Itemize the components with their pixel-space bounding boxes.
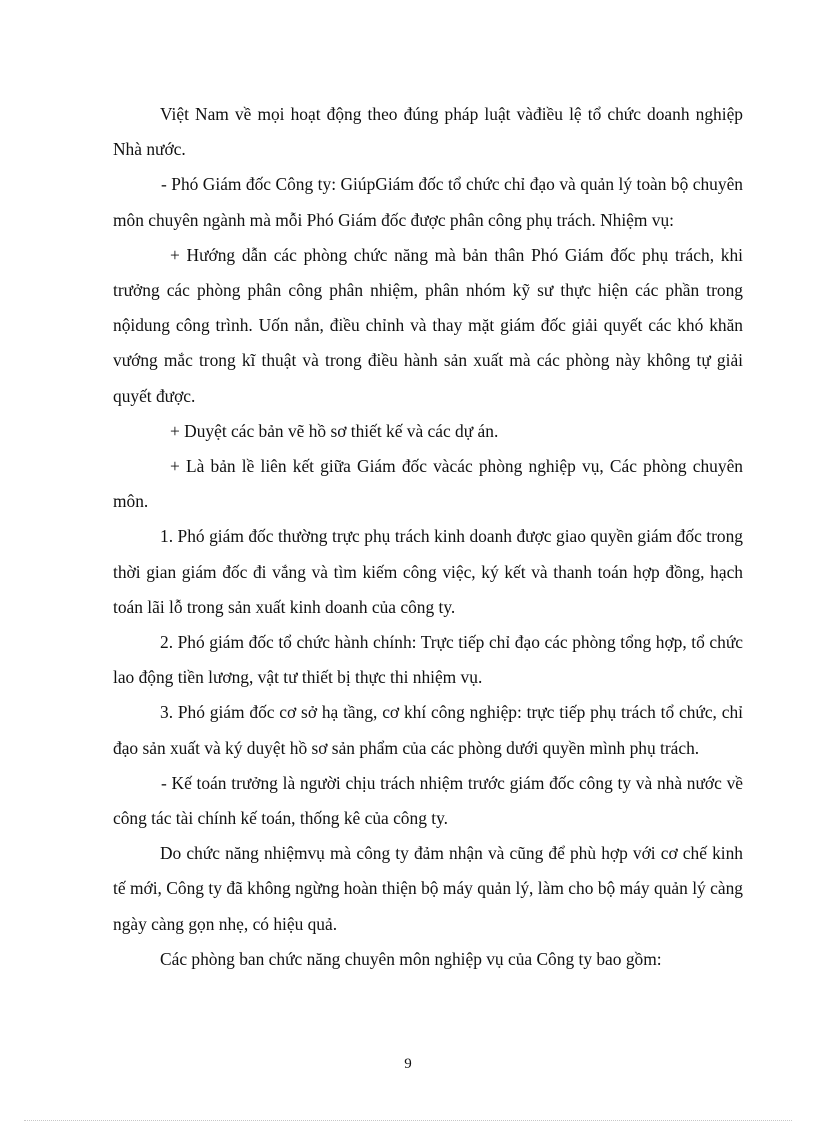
paragraph-item-1: 1. Phó giám đốc thường trực phụ trách kinh doanh được giao quyền giám đốc trong thời gian giám đốc đi vắng và tìm kiếm công việc, ký kết và thanh toán hợp đồng, hạch toán lãi lỗ trong sản xuất kinh doanh của công ty. [113,526,743,617]
paragraph-departments-intro: Các phòng ban chức năng chuyên môn nghiệp vụ của Công ty bao gồm: [160,948,662,969]
paragraph-approve-drawings: + Duyệt các bản vẽ hồ sơ thiết kế và các dự án. [170,420,499,441]
paragraph-deputy-director: - Phó Giám đốc Công ty: GiúpGiám đốc tổ chức chỉ đạo và quản lý toàn bộ chuyên môn chuyên ngành mà mỗi Phó Giám đốc được phân công phụ trách. Nhiệm vụ: [113,174,743,230]
paragraph-intro-continuation: Việt Nam về mọi hoạt động theo đúng pháp luật vàđiều lệ tổ chức doanh nghiệp Nhà nước. [113,104,743,160]
page-number: 9 [404,1056,412,1072]
paragraph-liaison: + Là bản lề liên kết giữa Giám đốc vàcác phòng nghiệp vụ, Các phòng chuyên môn. [113,456,743,512]
paragraph-functions: Do chức năng nhiệmvụ mà công ty đảm nhận và cũng để phù hợp với cơ chế kinh tế mới, Công ty đã không ngừng hoàn thiện bộ máy quản lý, làm cho bộ máy quản lý càng ngày càng gọn nhẹ, có hiệu quả. [113,843,743,934]
paragraph-item-2: 2. Phó giám đốc tổ chức hành chính: Trực tiếp chỉ đạo các phòng tổng hợp, tổ chức lao động tiền lương, vật tư thiết bị thực thi nhiệm vụ. [113,632,743,688]
paragraph-chief-accountant: - Kế toán trưởng là người chịu trách nhiệm trước giám đốc công ty và nhà nước về công tác tài chính kế toán, thống kê của công ty. [113,772,743,829]
page-bottom-divider [24,1120,792,1121]
page-body [113,97,743,977]
paragraph-guide-departments: + Hướng dẫn các phòng chức năng mà bản thân Phó Giám đốc phụ trách, khi trưởng các phòng phân công phân nhiệm, phân nhóm kỹ sư thực hiện các phần trong nộidung công trình. Uốn nắn, điều chỉnh và thay mặt giám đốc giải quyết các khó khăn vướng mắc trong kĩ thuật và trong điều hành sản xuất mà các phòng này không tự giải quyết được. [113,244,743,406]
paragraph-item-3: 3. Phó giám đốc cơ sở hạ tầng, cơ khí công nghiệp: trực tiếp phụ trách tổ chức, chỉ đạo sản xuất và ký duyệt hồ sơ sản phẩm của các phòng dưới quyền mình phụ trách. [113,702,743,758]
